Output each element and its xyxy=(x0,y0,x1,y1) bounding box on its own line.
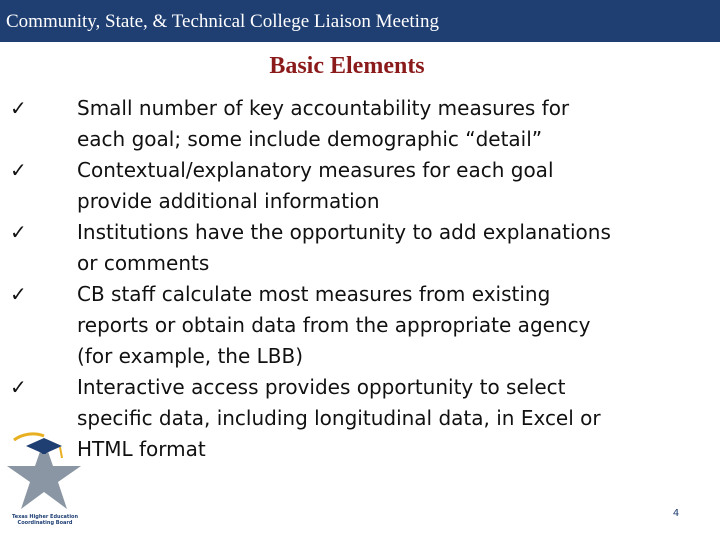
check-icon: ✓ xyxy=(10,220,27,244)
header-bar xyxy=(0,0,720,42)
bullet-list xyxy=(10,93,700,465)
logo-caption: Texas Higher Education Coordinating Board xyxy=(11,514,79,526)
header-title: Community, State, & Technical College Liaison Meeting xyxy=(6,10,439,32)
check-icon: ✓ xyxy=(10,96,27,120)
bullet-line: reports or obtain data from the appropriate agency xyxy=(77,313,591,337)
thecb-logo xyxy=(6,432,84,526)
bullet-line: Contextual/explanatory measures for each goal xyxy=(77,158,554,182)
bullet-line: CB staff calculate most measures from existing xyxy=(77,282,551,306)
page-number: 4 xyxy=(672,508,680,519)
bullet-line: (for example, the LBB) xyxy=(77,344,304,368)
bullet-item xyxy=(10,279,700,372)
bullet-line: provide additional information xyxy=(77,189,380,213)
bullet-line: Interactive access provides opportunity to select xyxy=(77,375,566,399)
star-icon xyxy=(6,432,84,514)
bullet-line: or comments xyxy=(77,251,210,275)
bullet-item xyxy=(10,155,700,217)
bullet-item xyxy=(10,372,700,465)
check-icon: ✓ xyxy=(10,375,27,399)
slide-title: Basic Elements xyxy=(269,53,425,79)
check-icon: ✓ xyxy=(10,282,27,306)
check-icon: ✓ xyxy=(10,158,27,182)
bullet-line: each goal; some include demographic “detail” xyxy=(77,127,543,151)
bullet-line: Institutions have the opportunity to add explanations xyxy=(77,220,611,244)
bullet-item xyxy=(10,217,700,279)
bullet-line: Small number of key accountability measures for xyxy=(77,96,570,120)
bullet-line: specific data, including longitudinal data, in Excel or xyxy=(77,406,601,430)
bullet-item xyxy=(10,93,700,155)
bullet-line: HTML format xyxy=(77,437,206,461)
